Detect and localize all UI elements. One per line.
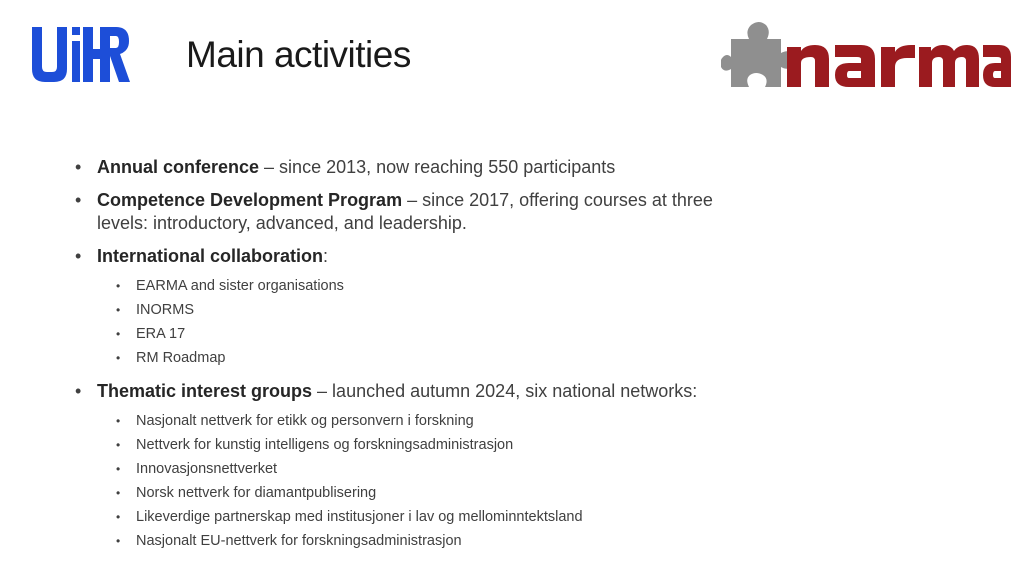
bullet-list (75, 156, 975, 563)
bullet-icon: • (116, 534, 121, 548)
item-text: : (323, 246, 329, 266)
sub-list (75, 409, 975, 553)
bullet-icon: • (116, 303, 121, 317)
bullet-icon: • (75, 190, 82, 210)
bullet-icon: • (75, 157, 82, 177)
item-heading: Competence Development Program (97, 190, 403, 210)
sub-list-item: • EARMA and sister organisations (75, 274, 975, 298)
sub-list-item: • INORMS (75, 298, 975, 322)
bullet-icon: • (75, 246, 82, 266)
list-item (75, 156, 975, 179)
bullet-icon: • (116, 327, 121, 341)
bullet-icon: • (116, 510, 121, 524)
sub-list-item: • Nasjonalt nettverk for etikk og personvern i forskning (75, 409, 975, 433)
uhr-logo (32, 27, 130, 82)
bullet-icon: • (75, 381, 82, 401)
list-item (75, 380, 975, 553)
bullet-icon: • (116, 279, 121, 293)
item-heading: Thematic interest groups (97, 381, 313, 401)
page-title: Main activities (186, 34, 411, 75)
sub-list-item: • ERA 17 (75, 322, 975, 346)
sub-list (75, 274, 975, 370)
sub-list-item: • Nasjonalt EU-nettverk for forskningsadministrasjon (75, 529, 975, 553)
sub-list-item: • Nettverk for kunstig intelligens og forskningsadministrasjon (75, 433, 975, 457)
bullet-icon: • (116, 414, 121, 428)
bullet-icon: • (116, 486, 121, 500)
item-text: – since 2017, offering courses at three levels: introductory, advanced, and leadership. (97, 190, 713, 233)
list-item (75, 189, 975, 235)
sub-list-item: • Norsk nettverk for diamantpublisering (75, 481, 975, 505)
narma-logo (721, 17, 1011, 97)
bullet-icon: • (116, 438, 121, 452)
item-text: – launched autumn 2024, six national networks: (312, 381, 698, 401)
list-item (75, 245, 975, 370)
sub-list-item: • Likeverdige partnerskap med institusjoner i lav og mellominntektsland (75, 505, 975, 529)
bullet-icon: • (116, 462, 121, 476)
bullet-icon: • (116, 351, 121, 365)
sub-list-item: • RM Roadmap (75, 346, 975, 370)
item-text: – since 2013, now reaching 550 participants (259, 157, 616, 177)
item-heading: Annual conference (97, 157, 260, 177)
sub-list-item: • Innovasjonsnettverket (75, 457, 975, 481)
item-heading: International collaboration (97, 246, 324, 266)
